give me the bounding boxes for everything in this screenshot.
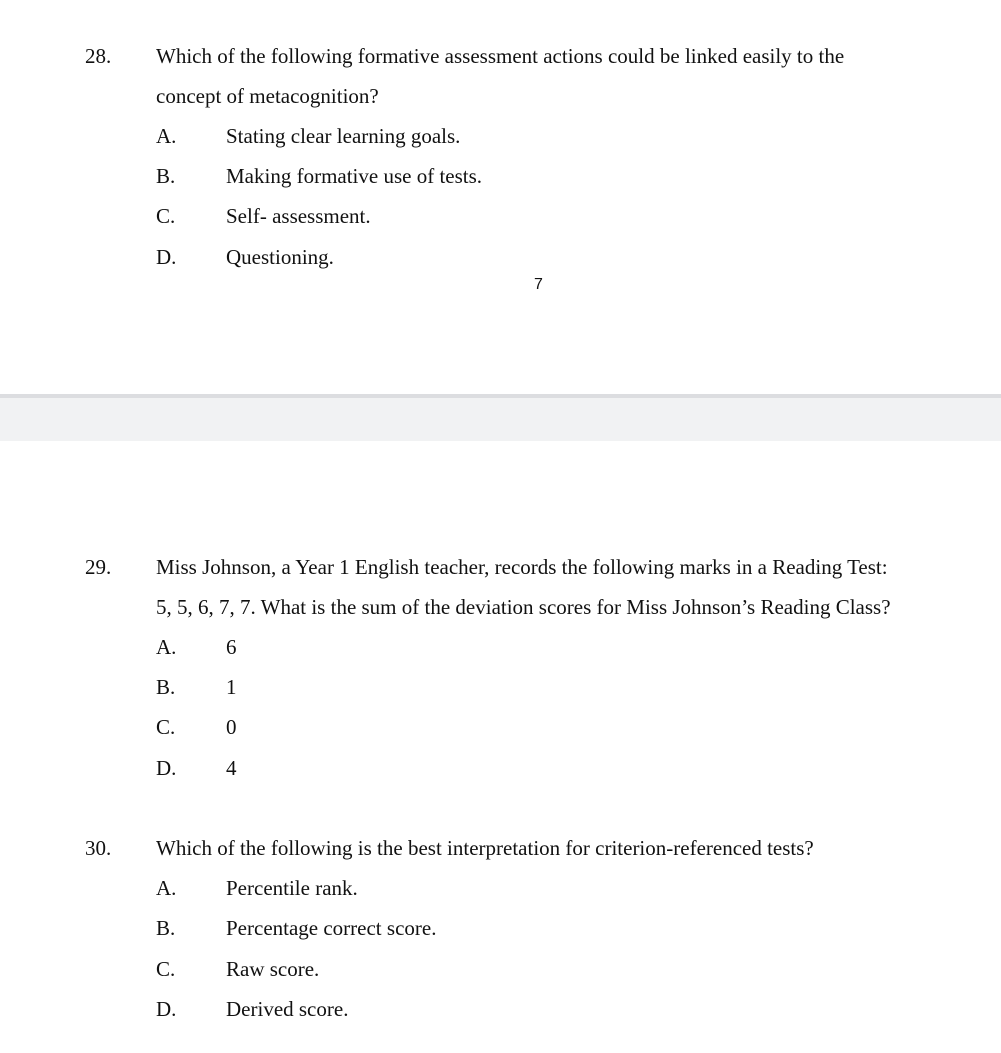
option-text: Self- assessment. xyxy=(226,204,371,228)
question-text-line: Which of the following formative assessment actions could be linked easily to the xyxy=(156,44,845,68)
option-letter: A. xyxy=(156,876,177,900)
option-letter: B. xyxy=(156,916,176,940)
question-text-line: Miss Johnson, a Year 1 English teacher, records the following marks in a Reading Test: xyxy=(156,555,888,579)
question-number: 30. xyxy=(85,836,112,860)
option-text: 0 xyxy=(226,715,237,739)
page-number: 7 xyxy=(534,276,543,293)
page-separator xyxy=(0,394,1001,441)
option-text: Percentile rank. xyxy=(226,876,358,900)
option-text: Questioning. xyxy=(226,245,334,269)
option-text: 6 xyxy=(226,635,237,659)
question-text-line: Which of the following is the best interpretation for criterion-referenced tests? xyxy=(156,836,814,860)
question-number: 28. xyxy=(85,44,112,68)
question-text-line: concept of metacognition? xyxy=(156,84,379,108)
option-letter: A. xyxy=(156,635,177,659)
option-text: Raw score. xyxy=(226,957,320,981)
question-number: 29. xyxy=(85,555,112,579)
option-letter: C. xyxy=(156,957,176,981)
option-text: 1 xyxy=(226,675,237,699)
option-letter: C. xyxy=(156,204,176,228)
option-text: Percentage correct score. xyxy=(226,916,437,940)
option-letter: C. xyxy=(156,715,176,739)
option-letter: D. xyxy=(156,245,177,269)
option-letter: B. xyxy=(156,164,176,188)
document-page-lower xyxy=(0,441,1001,1053)
question-text-line: 5, 5, 6, 7, 7. What is the sum of the deviation scores for Miss Johnson’s Reading Class? xyxy=(156,595,891,619)
option-text: Making formative use of tests. xyxy=(226,164,483,188)
option-letter: D. xyxy=(156,756,177,780)
option-text: Derived score. xyxy=(226,997,349,1021)
option-text: 4 xyxy=(226,756,237,780)
option-letter: A. xyxy=(156,124,177,148)
option-letter: D. xyxy=(156,997,177,1021)
document-page-upper xyxy=(0,0,1001,394)
option-letter: B. xyxy=(156,675,176,699)
option-text: Stating clear learning goals. xyxy=(226,124,461,148)
